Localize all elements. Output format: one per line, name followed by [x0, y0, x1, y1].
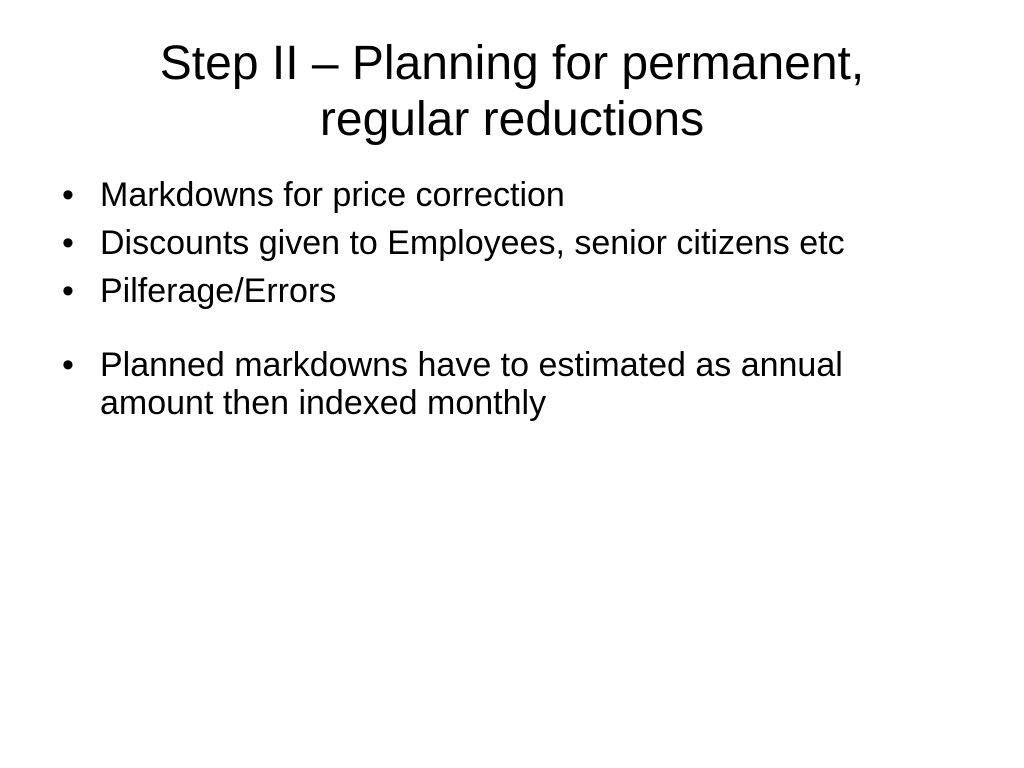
- bullet-text: Discounts given to Employees, senior citizens etc: [100, 224, 845, 262]
- slide-title-line: Step II – Planning for permanent,: [159, 37, 865, 90]
- bullet-item: [58, 176, 958, 214]
- bullet-text: Planned markdowns have to estimated as annual amount then indexed monthly: [100, 346, 843, 422]
- bullet-icon: •: [62, 224, 74, 262]
- bullet-icon: •: [62, 346, 74, 384]
- bullet-icon: •: [62, 176, 74, 214]
- bullet-item: [58, 272, 958, 310]
- bullet-text: Markdowns for price correction: [100, 176, 565, 214]
- bullet-text: Pilferage/Errors: [100, 272, 337, 310]
- bullet-icon: •: [62, 272, 74, 310]
- bullet-item: [58, 346, 958, 422]
- slide-title: [40, 36, 984, 148]
- slide-title-line: regular reductions: [319, 93, 705, 146]
- bullet-list: [58, 176, 958, 432]
- bullet-item: [58, 224, 958, 262]
